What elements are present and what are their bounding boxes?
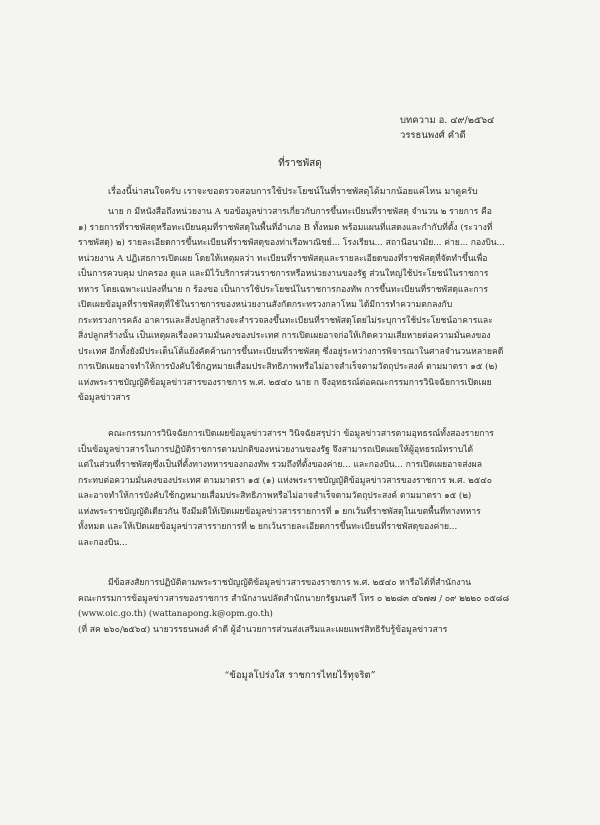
text-line: ข้อมูลข่าวสาร: [78, 393, 131, 403]
intro-line: เรื่องนี้น่าสนใจครับ เราจะขอตรวจสอบการใช้ประโยชน์ในที่ราชพัสดุได้มากน้อยแค่ไหน มาดูครับ: [108, 187, 478, 197]
text-line: หน่วยงาน A ปฏิเสธการเปิดเผย โดยให้เหตุผลว่า ทะเบียนที่ราชพัสดุและรายละเอียดของที่ราชพัสดุที่จัดทำขึ้นเพื่อ: [78, 253, 488, 264]
text-line: ทหาร โดยเฉพาะแปลงที่นาย ก ร้องขอ เป็นการใช้ประโยชน์ในราชการกองทัพ การขึ้นทะเบียนที่ราชพัสดุและการ: [78, 284, 488, 295]
closing-slogan: “ข้อมูลโปร่งใส ราชการไทยไร้ทุจริต”: [224, 670, 376, 681]
text-line: แห่งพระราชบัญญัติข้อมูลข่าวสารของราชการ พ.ศ. ๒๕๔๐ นาย ก จึงอุทธรณ์ต่อคณะกรรมการวินิจฉัยการเปิดเผย: [78, 377, 492, 388]
text-line: แห่งพระราชบัญญัติเดียวกัน จึงมีมติให้เปิดเผยข้อมูลข่าวสารรายการที่ ๑ ยกเว้นที่ราชพัสดุในเขตพื้นที่ทางทหาร: [78, 506, 481, 517]
text-line: เป็นข้อมูลข่าวสารในการปฏิบัติราชการตามปกติของหน่วยงานของรัฐ จึงสามารถเปิดเผยให้ผู้อุทธรณ์ทราบได้: [78, 444, 474, 455]
text-line: การเปิดเผยอาจทำให้การบังคับใช้กฎหมายเสื่อมประสิทธิภาพหรือไม่อาจสำเร็จตามวัตถุประสงค์ ตามมาตรา ๑๕ (๒): [78, 362, 498, 372]
text-line: ราชพัสดุ) ๒) รายละเอียดการขึ้นทะเบียนที่ราชพัสดุของท่าเรือพาณิชย์... โรงเรียน... สถานีอนามัย... ค่าย... กองบิน...: [78, 238, 505, 248]
text-line: คณะกรรมการข้อมูลข่าวสารของราชการ สำนักงานปลัดสำนักนายกรัฐมนตรี โทร ๐ ๒๒๘๓ ๔๖๗๗ / ๐๙ ๒๒๒๐ ๐๕๘๘: [78, 593, 510, 604]
text-line: (ที่ สค ๒๖๐/๒๕๖๔) นายวรรธนพงศ์ คำดี ผู้อำนวยการส่วนส่งเสริมและเผยแพร่สิทธิรับรู้ข้อมูลข่าวสาร: [78, 624, 448, 635]
text-line: กระทบต่อความมั่นคงของประเทศ ตามมาตรา ๑๕ (๑) แห่งพระราชบัญญัติข้อมูลข่าวสารของราชการ พ.ศ. ๒๕๔๐: [78, 475, 492, 486]
paragraph-committee-ruling: [78, 427, 530, 551]
text-line: กระทรวงการคลัง อาคารและสิ่งปลูกสร้างจะสำรวจลงขึ้นทะเบียนที่ราชพัสดุโดยไม่ระบุการใช้ประโยชน์อาคารและ: [78, 315, 493, 326]
text-line: ๑) รายการที่ราชพัสดุหรือทะเบียนคุมที่ราชพัสดุในพื้นที่อำเภอ B ทั้งหมด พร้อมแผนที่แสดงและกำกับที่ตั้ง (ระวางที่: [78, 222, 493, 233]
reference-number: บทความ อ. ๔๙/๒๕๖๔: [400, 115, 495, 126]
paragraph-contact-info: [78, 576, 530, 638]
text-line: นาย ก มีหนังสือถึงหน่วยงาน A ขอข้อมูลข่าวสารเกี่ยวกับการขึ้นทะเบียนที่ราชพัสดุ จำนวน ๒ รายการ คือ: [108, 207, 492, 217]
text-line: ประเทศ อีกทั้งยังมีประเด็นโต้แย้งคัดค้านการขึ้นทะเบียนที่ราชพัสดุ ซึ่งอยู่ระหว่างการพิจารณาในศาลจำนวนหลายคดี: [78, 346, 504, 357]
author-name: วรรธนพงศ์ คำดี: [400, 130, 466, 141]
text-line: คณะกรรมการวินิจฉัยการเปิดเผยข้อมูลข่าวสารฯ วินิจฉัยสรุปว่า ข้อมูลข่าวสารตามอุทธรณ์ทั้งสองรายการ: [108, 429, 494, 439]
text-line: เป็นการควบคุม ปกครอง ดูแล และมิไว้บริการส่วนราชการหรือหน่วยงานของรัฐ ส่วนใหญ่ใช้ประโยชน์ในราชการ: [78, 269, 489, 279]
text-line: และอาจทำให้การบังคับใช้กฎหมายเสื่อมประสิทธิภาพหรือไม่อาจสำเร็จตามวัตถุประสงค์ ตามมาตรา ๑๕ (๒): [78, 491, 472, 501]
text-line: สิ่งปลูกสร้างนั้น เป็นเหตุผลเรื่องความมั่นคงของประเทศ การเปิดเผยอาจก่อให้เกิดความเสียหายต่อความมั่นคงของ: [78, 331, 491, 341]
contact-links: (www.oic.go.th) (wattanapong.k@opm.go.th): [78, 609, 273, 619]
reference-block: [400, 113, 494, 143]
paragraph-case-facts: [78, 205, 530, 407]
text-line: มีข้อสงสัยการปฏิบัติตามพระราชบัญญัติข้อมูลข่าวสารของราชการ พ.ศ. ๒๕๔๐ หารือได้ที่สำนักงาน: [108, 578, 472, 588]
text-line: แต่ในส่วนที่ราชพัสดุซึ่งเป็นที่ตั้งทางทหารของกองทัพ รวมถึงที่ตั้งของค่าย... และกองบิน... การเปิดเผยอาจส่งผล: [78, 460, 482, 470]
text-line: ทั้งหมด และให้เปิดเผยข้อมูลข่าวสารรายการที่ ๒ ยกเว้นรายละเอียดการขึ้นทะเบียนที่ราชพัสดุของค่าย...: [78, 522, 458, 532]
document-title: ที่ราชพัสดุ: [278, 158, 322, 169]
text-line: เปิดเผยข้อมูลที่ราชพัสดุที่ใช้ในราชการของหน่วยงานสังกัดกระทรวงกลาโหม ได้มีการทำความตกลงกับ: [78, 300, 453, 310]
text-line: และกองบิน...: [78, 537, 128, 548]
